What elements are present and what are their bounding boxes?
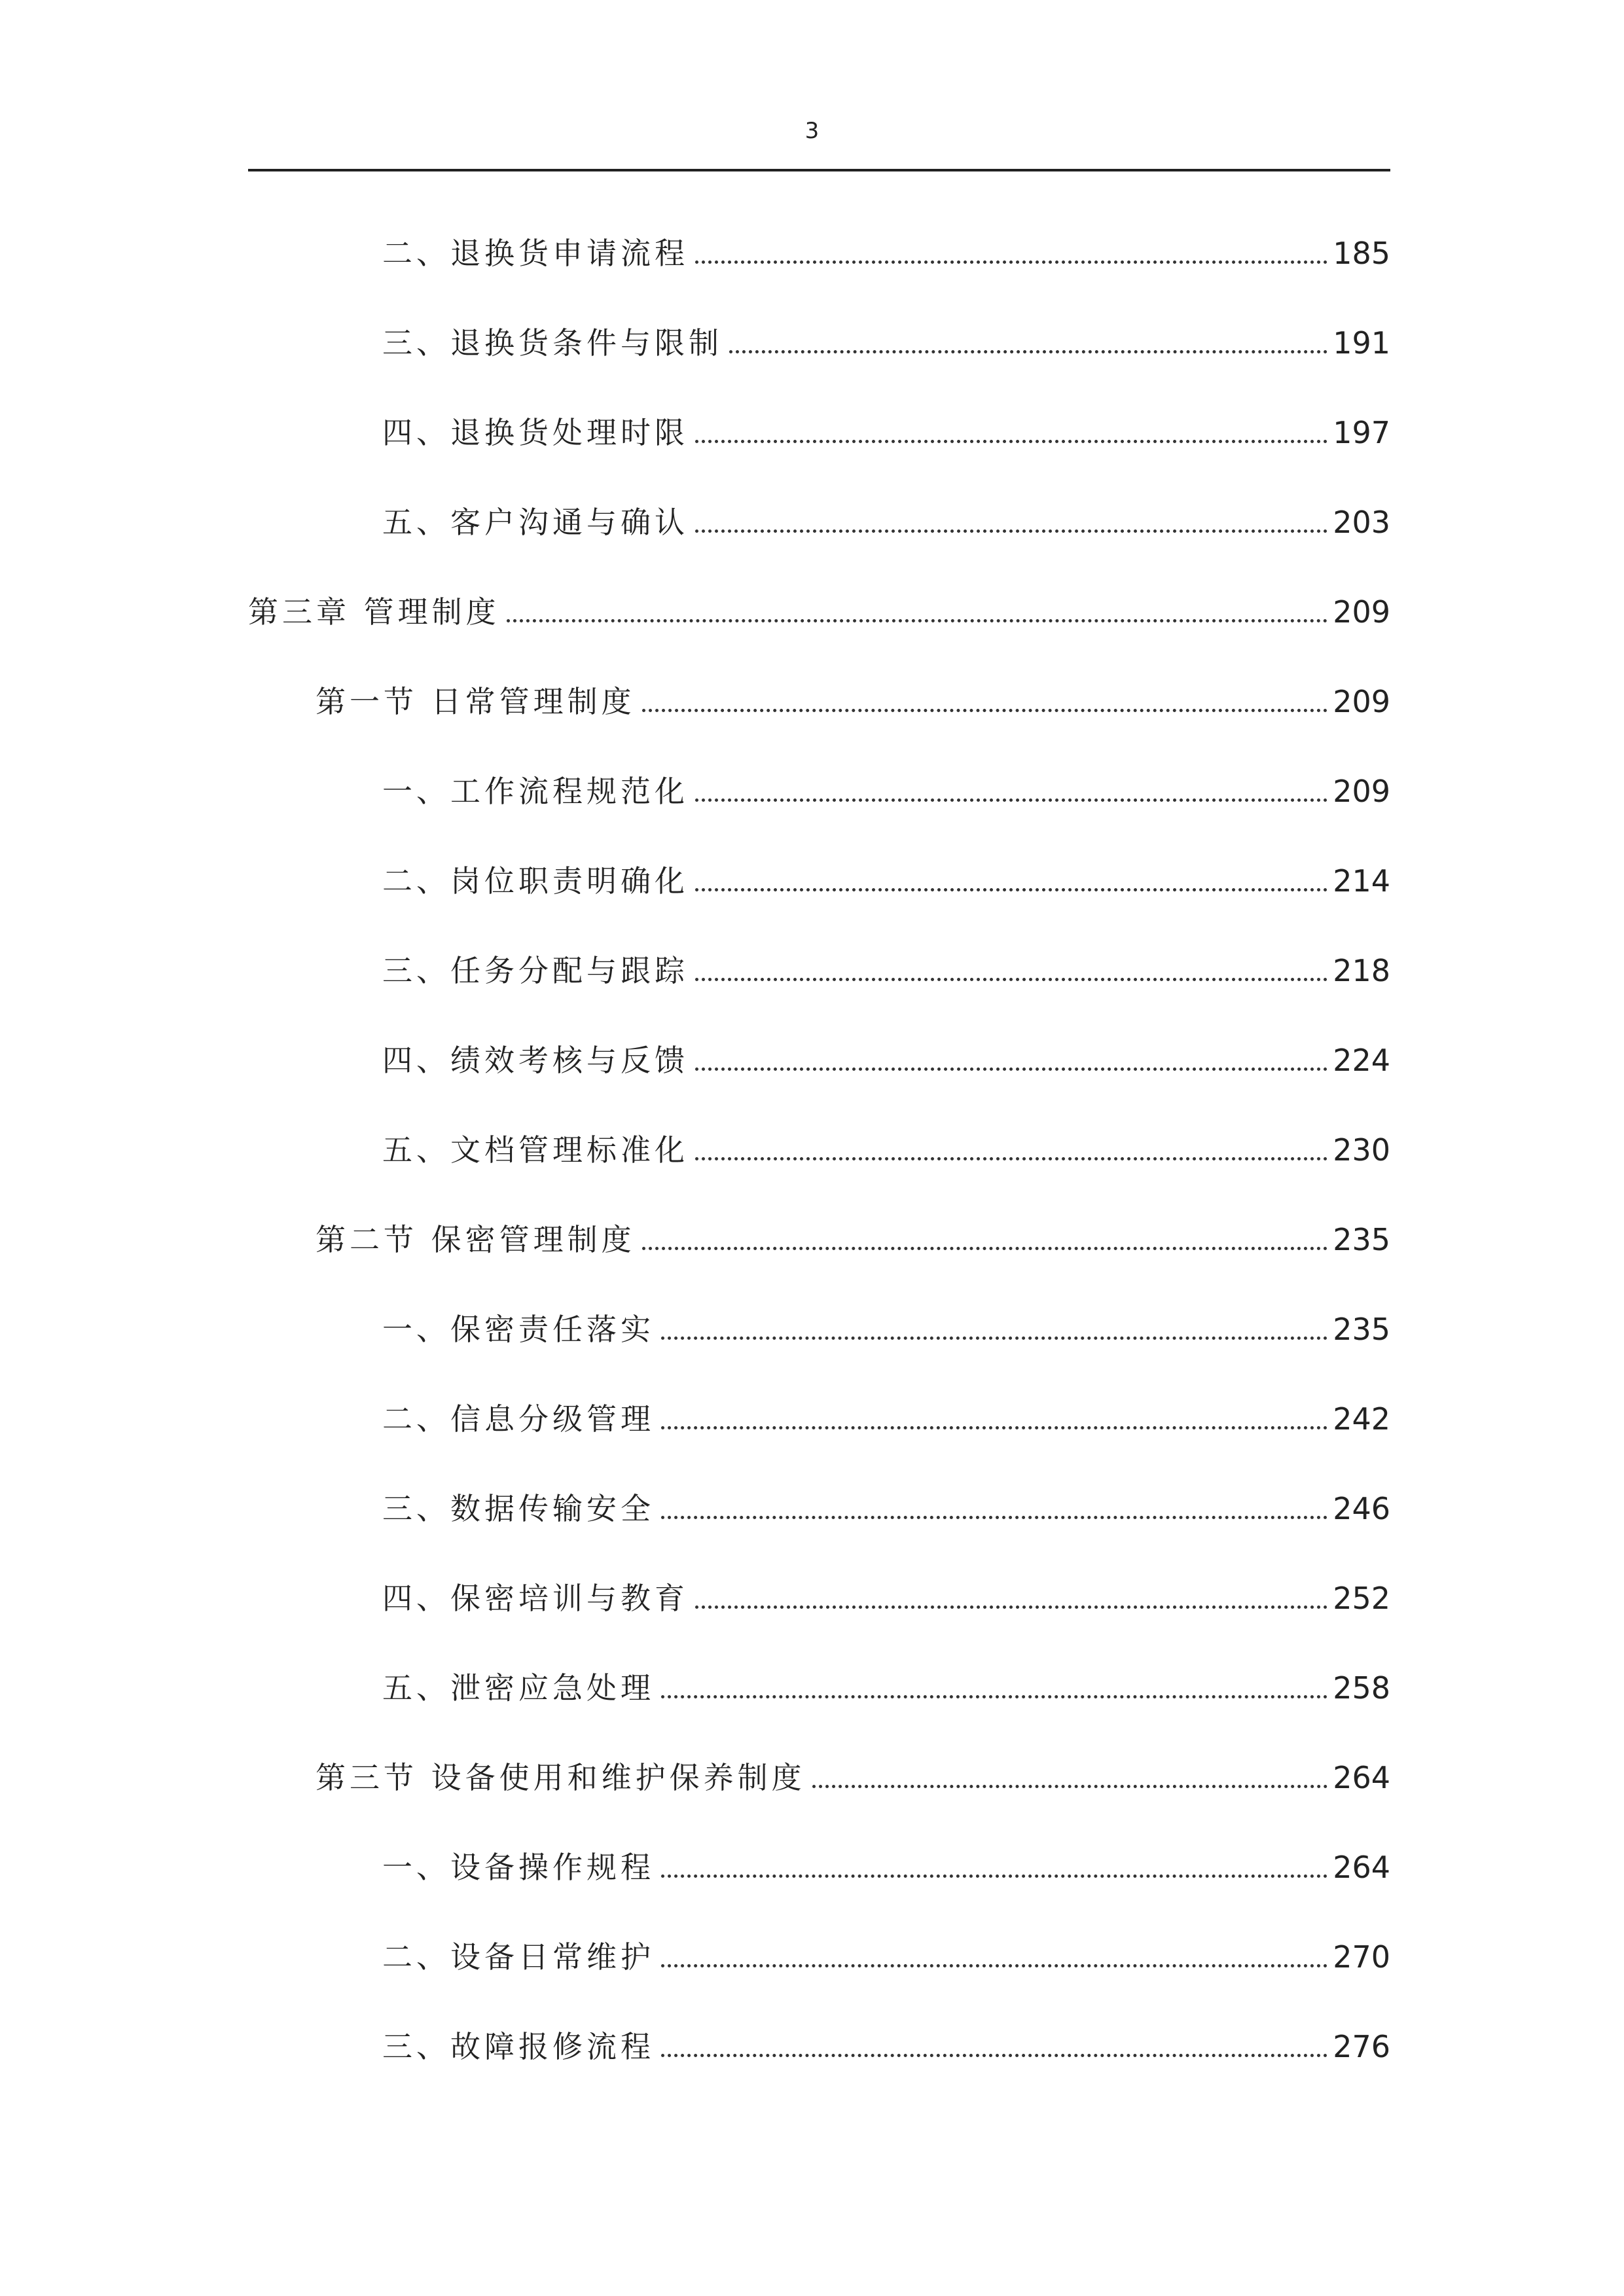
toc-entry-page: 242 — [1333, 1401, 1390, 1437]
table-of-contents — [248, 211, 1390, 2094]
toc-entry-title: 三、数据传输安全 — [382, 1491, 655, 1526]
toc-entry-title: 第三节 设备使用和维护保养制度 — [316, 1760, 806, 1795]
toc-entry-title: 二、岗位职责明确化 — [382, 863, 689, 899]
toc-entry-returns-time-limit[interactable] — [248, 390, 1390, 480]
toc-dot-leader — [695, 1067, 1327, 1071]
toc-entry-document-management[interactable] — [248, 1107, 1390, 1197]
toc-entry-page: 197 — [1333, 415, 1390, 450]
toc-entry-title: 四、保密培训与教育 — [382, 1581, 689, 1616]
toc-entry-title: 五、文档管理标准化 — [382, 1132, 689, 1168]
toc-dot-leader — [661, 1426, 1327, 1429]
toc-entry-title: 三、故障报修流程 — [382, 2029, 655, 2064]
toc-entry-data-transfer-security[interactable] — [248, 1466, 1390, 1556]
toc-entry-page: 235 — [1333, 1222, 1390, 1257]
toc-dot-leader — [695, 978, 1327, 981]
toc-entry-title: 三、任务分配与跟踪 — [382, 953, 689, 988]
toc-dot-leader — [729, 350, 1327, 353]
toc-dot-leader — [661, 1964, 1327, 1967]
toc-dot-leader — [661, 2054, 1327, 2057]
toc-dot-leader — [695, 529, 1327, 533]
toc-entry-fault-reporting[interactable] — [248, 2004, 1390, 2094]
toc-dot-leader — [661, 1874, 1327, 1878]
toc-entry-page: 235 — [1333, 1312, 1390, 1347]
toc-entry-page: 203 — [1333, 505, 1390, 540]
toc-entry-page: 252 — [1333, 1581, 1390, 1616]
toc-entry-customer-communication[interactable] — [248, 480, 1390, 569]
toc-entry-workflow-standardization[interactable] — [248, 749, 1390, 838]
toc-entry-equipment-operation[interactable] — [248, 1825, 1390, 1914]
toc-entry-equipment-maintenance[interactable] — [248, 1914, 1390, 2004]
toc-entry-title: 二、设备日常维护 — [382, 1939, 655, 1975]
toc-dot-leader — [695, 1157, 1327, 1160]
toc-entry-returns-application-process[interactable] — [248, 211, 1390, 300]
toc-entry-page: 258 — [1333, 1670, 1390, 1706]
toc-entry-title: 五、泄密应急处理 — [382, 1670, 655, 1706]
toc-dot-leader — [507, 619, 1328, 622]
toc-entry-page: 270 — [1333, 1939, 1390, 1975]
toc-entry-page: 209 — [1333, 774, 1390, 809]
toc-entry-page: 230 — [1333, 1132, 1390, 1168]
toc-entry-task-tracking[interactable] — [248, 928, 1390, 1018]
toc-entry-title: 一、保密责任落实 — [382, 1312, 655, 1347]
toc-dot-leader — [642, 1247, 1328, 1250]
toc-entry-section-2[interactable] — [248, 1197, 1390, 1287]
toc-entry-title: 一、设备操作规程 — [382, 1850, 655, 1885]
toc-entry-page: 276 — [1333, 2029, 1390, 2064]
toc-entry-page: 224 — [1333, 1043, 1390, 1078]
toc-dot-leader — [661, 1516, 1327, 1519]
toc-dot-leader — [661, 1695, 1327, 1698]
toc-entry-title: 三、退换货条件与限制 — [382, 325, 723, 361]
toc-dot-leader — [812, 1785, 1328, 1788]
toc-entry-page: 218 — [1333, 953, 1390, 988]
toc-entry-page: 209 — [1333, 684, 1390, 719]
toc-entry-title: 一、工作流程规范化 — [382, 774, 689, 809]
toc-entry-leak-emergency-handling[interactable] — [248, 1645, 1390, 1735]
toc-dot-leader — [661, 1336, 1327, 1340]
toc-entry-title: 四、退换货处理时限 — [382, 415, 689, 450]
toc-dot-leader — [695, 1605, 1327, 1609]
header-rule — [248, 169, 1390, 171]
toc-entry-performance-review[interactable] — [248, 1018, 1390, 1107]
toc-entry-information-classification[interactable] — [248, 1376, 1390, 1466]
toc-entry-title: 二、信息分级管理 — [382, 1401, 655, 1437]
toc-entry-job-responsibilities[interactable] — [248, 838, 1390, 928]
toc-entry-title: 第三章 管理制度 — [248, 594, 500, 630]
toc-entry-page: 246 — [1333, 1491, 1390, 1526]
toc-entry-returns-conditions[interactable] — [248, 300, 1390, 390]
toc-dot-leader — [642, 709, 1328, 712]
page-number: 3 — [804, 118, 820, 144]
toc-entry-title: 第一节 日常管理制度 — [316, 684, 636, 719]
toc-entry-page: 264 — [1333, 1850, 1390, 1885]
toc-dot-leader — [695, 260, 1327, 264]
toc-dot-leader — [695, 798, 1327, 802]
toc-entry-section-1[interactable] — [248, 659, 1390, 749]
toc-entry-title: 五、客户沟通与确认 — [382, 505, 689, 540]
toc-entry-page: 214 — [1333, 863, 1390, 899]
toc-dot-leader — [695, 440, 1327, 443]
toc-entry-title: 第二节 保密管理制度 — [316, 1222, 636, 1257]
toc-entry-confidentiality-training[interactable] — [248, 1556, 1390, 1645]
toc-entry-page: 185 — [1333, 236, 1390, 271]
toc-dot-leader — [695, 888, 1327, 891]
toc-entry-page: 209 — [1333, 594, 1390, 630]
toc-entry-page: 264 — [1333, 1760, 1390, 1795]
toc-entry-page: 191 — [1333, 325, 1390, 361]
toc-entry-title: 四、绩效考核与反馈 — [382, 1043, 689, 1078]
toc-entry-confidentiality-responsibility[interactable] — [248, 1287, 1390, 1376]
toc-entry-section-3[interactable] — [248, 1735, 1390, 1825]
toc-entry-title: 二、退换货申请流程 — [382, 236, 689, 271]
toc-entry-chapter-3[interactable] — [248, 569, 1390, 659]
